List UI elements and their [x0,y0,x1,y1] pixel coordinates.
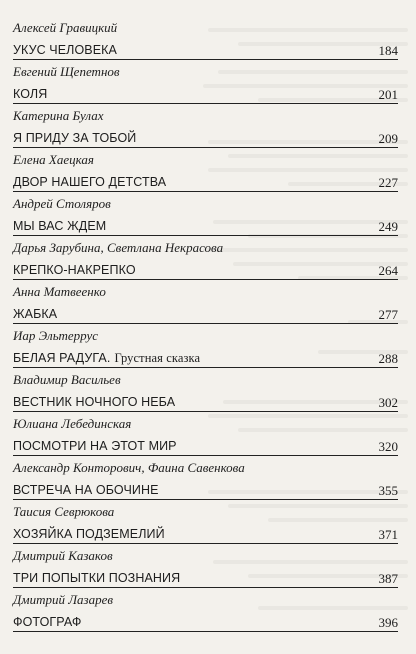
toc-row [13,173,398,192]
toc-title: КОЛЯ [13,87,48,101]
toc-row [13,41,398,60]
toc-author: Евгений Щепетнов [13,64,120,79]
toc-title: ПОСМОТРИ НА ЭТОТ МИР [13,439,177,453]
toc-row [13,481,398,500]
toc-author: Андрей Столяров [13,196,111,211]
toc-entry [13,108,398,148]
toc-row [13,569,398,588]
toc-row [13,85,398,104]
toc-author: Юлиана Лебединская [13,416,132,431]
toc-row [13,305,398,324]
toc-title: ВСТРЕЧА НА ОБОЧИНЕ [13,483,159,497]
toc-entry [13,372,398,412]
toc-entry [13,196,398,236]
toc-entry [13,460,398,500]
toc-row [13,393,398,412]
toc-row [13,349,398,368]
toc-page-number: 355 [378,483,398,498]
toc-row [13,525,398,544]
toc-title: УКУС ЧЕЛОВЕКА [13,43,117,57]
toc-page-number: 227 [378,175,398,190]
toc-author: Алексей Гравицкий [13,20,118,35]
toc-title: ХОЗЯЙКА ПОДЗЕМЕЛИЙ [13,527,165,541]
toc-page-number: 201 [378,87,398,102]
toc-entry [13,328,398,368]
toc-entry [13,416,398,456]
toc-entry [13,20,398,60]
toc-title: ВЕСТНИК НОЧНОГО НЕБА [13,395,176,409]
toc-author: Катерина Булах [13,108,104,123]
toc-title: КРЕПКО-НАКРЕПКО [13,263,136,277]
toc-page-number: 184 [378,43,398,58]
toc-entry [13,592,398,632]
toc-page-number: 396 [378,615,398,630]
toc-title: ЖАБКА [13,307,58,321]
toc-page-number: 264 [378,263,398,278]
toc-entry [13,64,398,104]
toc-title: Я ПРИДУ ЗА ТОБОЙ [13,131,137,145]
toc-page-number: 387 [378,571,398,586]
toc-title: ТРИ ПОПЫТКИ ПОЗНАНИЯ [13,571,181,585]
toc-title [13,351,200,367]
toc-author: Елена Хаецкая [13,152,94,167]
toc-author: Дарья Зарубина, Светлана Некрасова [13,240,224,255]
toc-page-number: 277 [378,307,398,322]
toc-row [13,129,398,148]
toc-row [13,217,398,236]
toc-author: Анна Матвеенко [13,284,106,299]
toc-title: ФОТОГРАФ [13,615,82,629]
toc-row [13,613,398,632]
toc-page-number: 320 [378,439,398,454]
toc-row [13,261,398,280]
toc-author: Таисия Севрюкова [13,504,115,519]
toc-entry [13,548,398,588]
toc-author: Дмитрий Казаков [13,548,113,563]
toc-page-number: 371 [378,527,398,542]
toc-entry [13,240,398,280]
toc-row [13,437,398,456]
toc-author: Александр Конторович, Фаина Савенкова [13,460,245,475]
toc-entry [13,504,398,544]
toc-title: ДВОР НАШЕГО ДЕТСТВА [13,175,167,189]
toc-entry [13,152,398,192]
toc-subtitle: Грустная сказка [114,351,201,365]
toc-entry [13,284,398,324]
toc-title: МЫ ВАС ЖДЕМ [13,219,107,233]
toc-page-number: 302 [378,395,398,410]
toc-author: Иар Эльтеррус [13,328,99,343]
toc-page-number: 209 [378,131,398,146]
toc-page-number: 288 [378,351,398,366]
toc-title-main: БЕЛАЯ РАДУГА. [13,351,111,365]
toc-author: Владимир Васильев [13,372,121,387]
toc-author: Дмитрий Лазарев [13,592,113,607]
toc-page-number: 249 [378,219,398,234]
